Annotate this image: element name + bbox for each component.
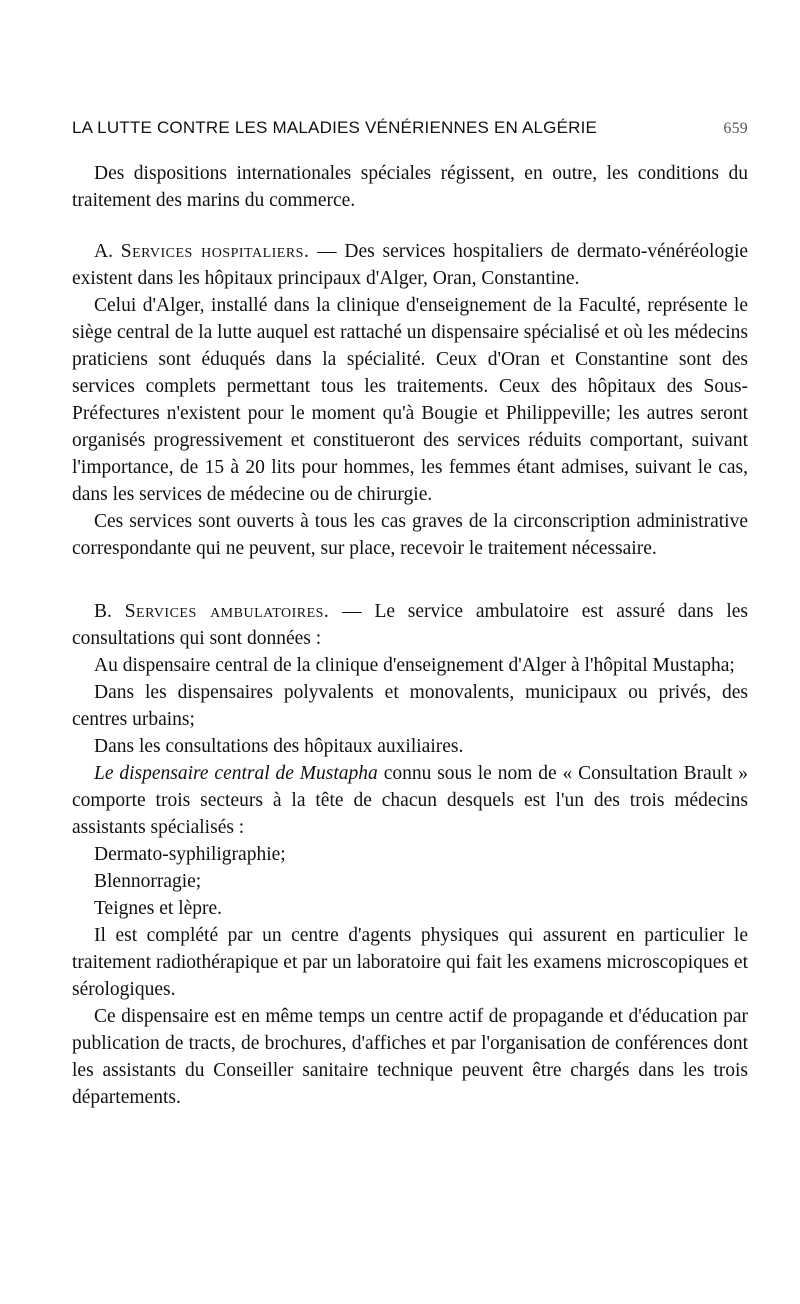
section-a-paragraph-1: Celui d'Alger, installé dans la clinique d'enseignement de la Faculté, représente le siège central de la lutte auquel est rattaché un dispensaire spécialisé et où les médecins praticiens sont éduqués dans la spécialité. Ceux d'Oran et Constantine sont des services complets permettant tous les traitements. Ceux des hôpitaux des Sous-Préfectures n'existent pour le moment qu'à Bougie et Philippeville; les autres seront organisés progressivement et constitueront des services réduits comportant, suivant l'importance, de 15 à 20 lits pour hommes, les femmes étant admises, suivant le cas, dans les services de médecine ou de chirurgie. bbox=[72, 295, 748, 505]
section-a-lead-text: Des services hospitaliers de dermato-vénéréologie existent dans les hôpitaux principaux d'Alger, Oran, Constantine. bbox=[72, 241, 749, 289]
section-b-heading: Services ambulatoires. bbox=[124, 601, 330, 622]
section-b-letter: B. bbox=[94, 601, 112, 622]
spacer bbox=[72, 562, 748, 598]
section-a-heading: Services hospitaliers. bbox=[120, 241, 310, 262]
section-b-lead-text: Le service ambulatoire est assuré dans les consultations qui sont données : bbox=[72, 601, 748, 649]
section-a-lead-paragraph bbox=[72, 238, 748, 292]
section-a-dash: — bbox=[317, 241, 337, 262]
section-a-paragraph-2: Ces services sont ouverts à tous les cas graves de la circonscription administrative correspondante qui ne peuvent, sur place, recevoir le traitement nécessaire. bbox=[72, 511, 748, 559]
running-header bbox=[72, 118, 748, 138]
consultation-item-3: Dans les consultations des hôpitaux auxiliaires. bbox=[94, 736, 464, 757]
section-a-letter: A. bbox=[94, 241, 113, 262]
mustapha-italic-title: Le dispensaire central de Mustapha bbox=[94, 763, 378, 784]
page-number: 659 bbox=[723, 120, 748, 137]
section-b-paragraph-4: Ce dispensaire est en même temps un centre actif de propagande et d'éducation par publication de tracts, de brochures, d'affiches et par l'organisation de conférences dont les assistants du Conseiller sanitaire technique peuvent être chargés dans les trois départements. bbox=[72, 1006, 748, 1108]
sector-item-1: Dermato-syphiligraphie; bbox=[94, 844, 286, 865]
consultation-item-2: Dans les dispensaires polyvalents et monovalents, municipaux ou privés, des centres urbains; bbox=[72, 682, 748, 730]
section-b-dash: — bbox=[342, 601, 362, 622]
book-page bbox=[72, 118, 748, 1111]
sector-item-2: Blennorragie; bbox=[94, 871, 202, 892]
section-b-lead-paragraph bbox=[72, 598, 748, 652]
running-title: LA LUTTE CONTRE LES MALADIES VÉNÉRIENNES EN ALGÉRIE bbox=[72, 118, 598, 137]
spacer bbox=[72, 214, 748, 238]
consultation-item-1: Au dispensaire central de la clinique d'enseignement d'Alger à l'hôpital Mustapha; bbox=[94, 655, 735, 676]
mustapha-paragraph-text: connu sous le nom de « Consultation Brault » comporte trois secteurs à la tête de chacun desquels est l'un des trois médecins assistants spécialisés : bbox=[72, 763, 749, 838]
sector-item-3: Teignes et lèpre. bbox=[94, 898, 223, 919]
mustapha-paragraph bbox=[72, 760, 748, 841]
section-b-paragraph-3: Il est complété par un centre d'agents physiques qui assurent en particulier le traitement radiothérapique et par un laboratoire qui fait les examens microscopiques et sérologiques. bbox=[72, 925, 748, 1000]
intro-paragraph: Des dispositions internationales spéciales régissent, en outre, les conditions du traitement des marins du commerce. bbox=[72, 163, 748, 211]
